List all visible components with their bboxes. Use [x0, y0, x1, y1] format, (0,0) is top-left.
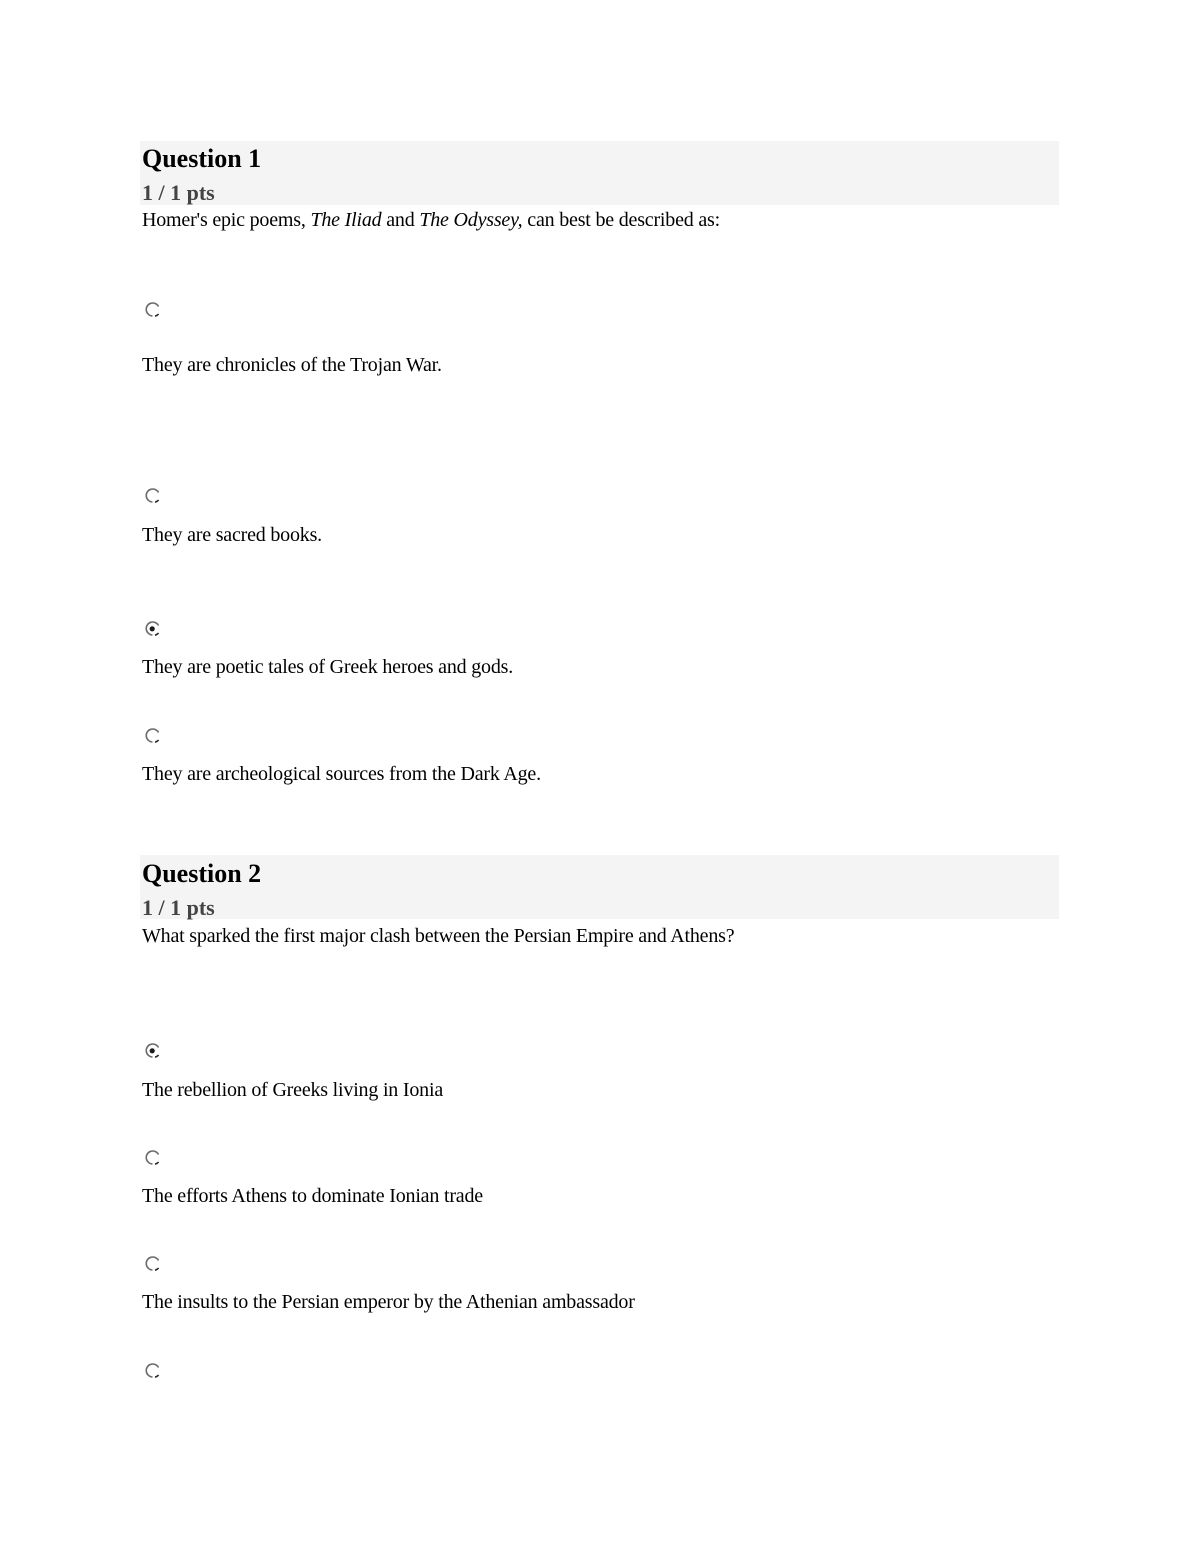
- answer-radio[interactable]: [144, 1362, 161, 1379]
- prompt-title-iliad: The Iliad: [310, 209, 382, 231]
- question-1-prompt: [142, 208, 720, 232]
- answer-label: The rebellion of Greeks living in Ionia: [142, 1079, 443, 1101]
- answer-radio[interactable]: [144, 727, 161, 744]
- question-1-header: [140, 141, 1059, 205]
- answer-label: They are poetic tales of Greek heroes and gods.: [142, 656, 514, 678]
- answer-label: They are sacred books.: [142, 524, 322, 546]
- question-2-header: [140, 855, 1059, 919]
- answer-radio[interactable]: [144, 620, 161, 637]
- question-1-title: Question 1: [142, 144, 262, 173]
- question-1-points: 1 / 1 pts: [142, 180, 215, 205]
- prompt-text: Homer's epic poems,: [142, 209, 311, 231]
- prompt-text: can best be described as:: [522, 209, 720, 231]
- question-2-prompt: What sparked the first major clash between the Persian Empire and Athens?: [142, 925, 735, 947]
- answer-label: They are archeological sources from the Dark Age.: [142, 763, 541, 785]
- answer-label: The insults to the Persian emperor by the Athenian ambassador: [142, 1291, 635, 1313]
- prompt-title-odyssey: The Odyssey,: [419, 209, 523, 231]
- answer-label: The efforts Athens to dominate Ionian trade: [142, 1185, 483, 1207]
- answer-radio[interactable]: [144, 1042, 161, 1059]
- answer-radio[interactable]: [144, 1255, 161, 1272]
- answer-radio[interactable]: [144, 1149, 161, 1166]
- answer-radio[interactable]: [144, 487, 161, 504]
- radio-selected-dot: [150, 1048, 155, 1053]
- radio-selected-dot: [150, 626, 155, 631]
- question-2-points: 1 / 1 pts: [142, 895, 215, 920]
- question-2-title: Question 2: [142, 859, 262, 888]
- answer-label: They are chronicles of the Trojan War.: [142, 354, 442, 376]
- answer-radio[interactable]: [144, 301, 161, 318]
- prompt-text: and: [381, 209, 420, 231]
